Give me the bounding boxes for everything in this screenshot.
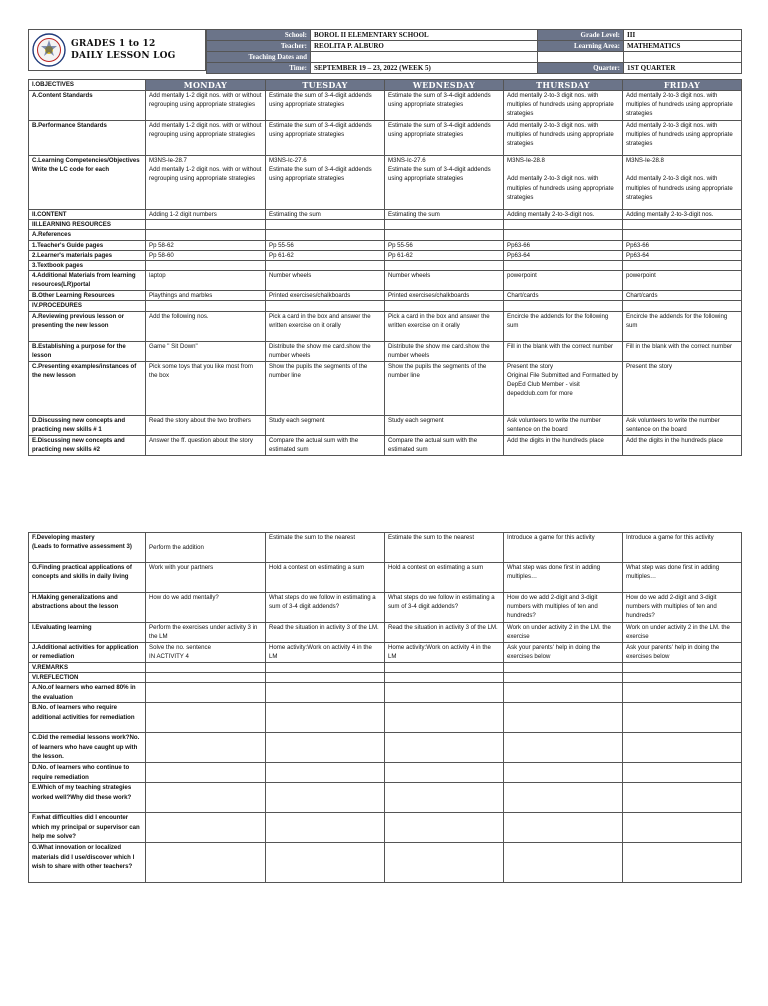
table-row bbox=[29, 271, 742, 291]
cell-monday bbox=[146, 683, 266, 703]
cell-friday: Pp63-66 bbox=[623, 240, 742, 250]
cell-monday: M3NS-Ie-28.7 Add mentally 1-2 digit nos. with or without regrouping using appropriate strategies bbox=[146, 156, 266, 210]
row-label: 1.Teacher's Guide pages bbox=[29, 240, 146, 250]
cell-friday bbox=[623, 261, 742, 271]
header bbox=[28, 29, 741, 71]
cell-wednesday: Estimate the sum to the nearest bbox=[385, 533, 504, 563]
cell-thursday: Adding mentally 2-to-3-digit nos. bbox=[504, 210, 623, 220]
cell-thursday: Add mentally 2-to-3 digit nos. with multiples of hundreds using appropriate strategies bbox=[504, 121, 623, 156]
area-label: Learning Area: bbox=[538, 41, 624, 52]
cell-thursday bbox=[504, 220, 623, 230]
cell-monday: laptop bbox=[146, 271, 266, 291]
row-label: V.REMARKS bbox=[29, 663, 146, 673]
day-header-monday: MONDAY bbox=[146, 80, 266, 91]
cell-friday: Chart/cards bbox=[623, 291, 742, 301]
cell-thursday bbox=[504, 813, 623, 843]
row-label: B.Establishing a purpose for the lesson bbox=[29, 341, 146, 361]
cell-wednesday: Number wheels bbox=[385, 271, 504, 291]
table-row bbox=[29, 623, 742, 643]
table-row bbox=[29, 813, 742, 843]
cell-tuesday: Pp 55-56 bbox=[266, 240, 385, 250]
log-title bbox=[71, 38, 176, 62]
cell-monday bbox=[146, 220, 266, 230]
cell-friday bbox=[623, 301, 742, 311]
cell-thursday: Work on under activity 2 in the LM. the exercise bbox=[504, 623, 623, 643]
table-row bbox=[29, 843, 742, 883]
cell-wednesday: Printed exercises/chalkboards bbox=[385, 291, 504, 301]
cell-thursday: What step was done first in adding multiples… bbox=[504, 563, 623, 593]
cell-tuesday: Estimating the sum bbox=[266, 210, 385, 220]
cell-wednesday bbox=[385, 220, 504, 230]
cell-friday: Add mentally 2-to-3 digit nos. with multiples of hundreds using appropriate strategies bbox=[623, 91, 742, 121]
cell-thursday bbox=[504, 683, 623, 703]
table-row bbox=[29, 220, 742, 230]
cell-monday: Answer the ff. question about the story bbox=[146, 435, 266, 455]
quarter-label: Quarter: bbox=[538, 63, 624, 74]
cell-friday: Fill in the blank with the correct number bbox=[623, 341, 742, 361]
cell-wednesday bbox=[385, 843, 504, 883]
table-row bbox=[29, 435, 742, 455]
cell-tuesday bbox=[266, 230, 385, 240]
cell-thursday: M3NS-Ie-28.8 Add mentally 2-to-3 digit nos. with multiples of hundreds using appropriate strategies bbox=[504, 156, 623, 210]
cell-monday: Perform the addition bbox=[146, 533, 266, 563]
cell-thursday bbox=[504, 663, 623, 673]
row-label: G.What innovation or localized materials did I use/discover which I wish to share with other teachers? bbox=[29, 843, 146, 883]
cell-wednesday: Read the situation in activity 3 of the LM. bbox=[385, 623, 504, 643]
cell-tuesday: Hold a contest on estimating a sum bbox=[266, 563, 385, 593]
cell-wednesday bbox=[385, 763, 504, 783]
cell-tuesday: Study each segment bbox=[266, 415, 385, 435]
cell-tuesday bbox=[266, 733, 385, 763]
row-label: III.LEARNING RESOURCES bbox=[29, 220, 146, 230]
school-label: School: bbox=[207, 30, 311, 41]
table-row bbox=[29, 783, 742, 813]
table-row bbox=[29, 563, 742, 593]
cell-tuesday: Show the pupils the segments of the number line bbox=[266, 361, 385, 415]
table-row bbox=[29, 703, 742, 733]
cell-friday: Introduce a game for this activity bbox=[623, 533, 742, 563]
cell-thursday: Ask your parents' help in doing the exercises below bbox=[504, 643, 623, 663]
cell-monday: Game " Sit Down" bbox=[146, 341, 266, 361]
grade-value: III bbox=[624, 30, 742, 41]
cell-wednesday bbox=[385, 813, 504, 843]
cell-monday bbox=[146, 301, 266, 311]
info-table bbox=[206, 29, 742, 74]
cell-friday: Add the digits in the hundreds place bbox=[623, 435, 742, 455]
cell-wednesday bbox=[385, 301, 504, 311]
cell-monday bbox=[146, 261, 266, 271]
cell-wednesday: Study each segment bbox=[385, 415, 504, 435]
dates-label-1: Teaching Dates and bbox=[207, 52, 311, 63]
quarter-value: 1ST QUARTER bbox=[624, 63, 742, 74]
cell-friday bbox=[623, 843, 742, 883]
cell-friday: Ask volunteers to write the number sentence on the board bbox=[623, 415, 742, 435]
table-row bbox=[29, 156, 742, 210]
title-line-2: DAILY LESSON LOG bbox=[71, 51, 176, 61]
cell-friday bbox=[623, 703, 742, 733]
cell-thursday bbox=[504, 733, 623, 763]
table-row bbox=[29, 301, 742, 311]
table-row bbox=[29, 415, 742, 435]
cell-monday bbox=[146, 663, 266, 673]
cell-thursday: Pp63-64 bbox=[504, 250, 623, 260]
day-header-thursday: THURSDAY bbox=[504, 80, 623, 91]
cell-tuesday bbox=[266, 783, 385, 813]
area-value: MATHEMATICS bbox=[624, 41, 742, 52]
lesson-table-top bbox=[28, 79, 742, 456]
cell-thursday: Introduce a game for this activity bbox=[504, 533, 623, 563]
table-row bbox=[29, 240, 742, 250]
cell-monday: Adding 1-2 digit numbers bbox=[146, 210, 266, 220]
cell-tuesday: What steps do we follow in estimating a sum of 3-4 digit addends? bbox=[266, 593, 385, 623]
cell-monday bbox=[146, 813, 266, 843]
cell-tuesday: M3NS-Ic-27.6 Estimate the sum of 3-4-digit addends using appropriate strategies bbox=[266, 156, 385, 210]
row-label: H.Making generalizations and abstractions about the lesson bbox=[29, 593, 146, 623]
cell-tuesday: Pp 61-62 bbox=[266, 250, 385, 260]
table-row bbox=[29, 230, 742, 240]
cell-friday bbox=[623, 230, 742, 240]
cell-friday: How do we add 2-digit and 3-digit numbers with multiples of ten and hundreds? bbox=[623, 593, 742, 623]
table-row bbox=[29, 533, 742, 563]
row-label: A.Reviewing previous lesson or presenting the new lesson bbox=[29, 311, 146, 341]
cell-thursday: Add the digits in the hundreds place bbox=[504, 435, 623, 455]
cell-thursday bbox=[504, 763, 623, 783]
cell-thursday: Ask volunteers to write the number sentence on the board bbox=[504, 415, 623, 435]
title-line-1: GRADES 1 to 12 bbox=[71, 39, 156, 49]
lesson-table-bottom-body bbox=[29, 533, 742, 883]
row-label: J.Additional activities for application or remediation bbox=[29, 643, 146, 663]
cell-thursday bbox=[504, 703, 623, 733]
cell-friday: Work on under activity 2 in the LM. the exercise bbox=[623, 623, 742, 643]
table-row bbox=[29, 261, 742, 271]
cell-monday bbox=[146, 703, 266, 733]
row-label: E.Which of my teaching strategies worked well?Why did these work? bbox=[29, 783, 146, 813]
cell-monday: Read the story about the two brothers bbox=[146, 415, 266, 435]
cell-thursday: Chart/cards bbox=[504, 291, 623, 301]
cell-wednesday bbox=[385, 703, 504, 733]
table-row bbox=[29, 733, 742, 763]
table-row bbox=[29, 593, 742, 623]
deped-seal-icon bbox=[32, 33, 66, 67]
cell-wednesday bbox=[385, 261, 504, 271]
cell-wednesday: Show the pupils the segments of the number line bbox=[385, 361, 504, 415]
cell-wednesday: Estimating the sum bbox=[385, 210, 504, 220]
cell-tuesday bbox=[266, 763, 385, 783]
row-label: 2.Learner's materials pages bbox=[29, 250, 146, 260]
cell-friday bbox=[623, 783, 742, 813]
dates-value: SEPTEMBER 19 – 23, 2022 (WEEK 5) bbox=[311, 63, 538, 74]
table-row bbox=[29, 683, 742, 703]
cell-thursday: How do we add 2-digit and 3-digit numbers with multiples of ten and hundreds? bbox=[504, 593, 623, 623]
cell-thursday bbox=[504, 301, 623, 311]
cell-monday: Add the following nos. bbox=[146, 311, 266, 341]
cell-monday: Pp 58-62 bbox=[146, 240, 266, 250]
cell-wednesday: Estimate the sum of 3-4-digit addends using appropriate strategies bbox=[385, 91, 504, 121]
dates-spacer bbox=[311, 52, 538, 63]
cell-friday bbox=[623, 763, 742, 783]
cell-tuesday: Home activity:Work on activity 4 in the LM bbox=[266, 643, 385, 663]
cell-wednesday: What steps do we follow in estimating a sum of 3-4 digit addends? bbox=[385, 593, 504, 623]
lesson-table-bottom bbox=[28, 532, 742, 883]
row-label: A.Content Standards bbox=[29, 91, 146, 121]
table-row bbox=[29, 341, 742, 361]
row-label: I.Evaluating learning bbox=[29, 623, 146, 643]
row-label: II.CONTENT bbox=[29, 210, 146, 220]
cell-monday bbox=[146, 843, 266, 883]
row-label: IV.PROCEDURES bbox=[29, 301, 146, 311]
cell-wednesday bbox=[385, 663, 504, 673]
cell-friday bbox=[623, 663, 742, 673]
quarter-spacer-1 bbox=[538, 52, 624, 63]
row-label: C.Learning Competencies/Objectives Write the LC code for each bbox=[29, 156, 146, 210]
cell-wednesday bbox=[385, 683, 504, 703]
grade-label: Grade Level: bbox=[538, 30, 624, 41]
cell-wednesday: M3NS-Ic-27.6 Estimate the sum of 3-4-digit addends using appropriate strategies bbox=[385, 156, 504, 210]
cell-tuesday: Number wheels bbox=[266, 271, 385, 291]
cell-tuesday: Estimate the sum of 3-4-digit addends using appropriate strategies bbox=[266, 121, 385, 156]
cell-wednesday bbox=[385, 733, 504, 763]
school-value: BOROL II ELEMENTARY SCHOOL bbox=[311, 30, 538, 41]
cell-friday bbox=[623, 813, 742, 843]
row-label: B.Other Learning Resources bbox=[29, 291, 146, 301]
cell-tuesday bbox=[266, 301, 385, 311]
cell-friday: Pp63-64 bbox=[623, 250, 742, 260]
cell-friday bbox=[623, 683, 742, 703]
cell-wednesday: Pp 61-62 bbox=[385, 250, 504, 260]
row-label: D.No. of learners who continue to require remediation bbox=[29, 763, 146, 783]
cell-tuesday bbox=[266, 703, 385, 733]
table-row bbox=[29, 121, 742, 156]
cell-friday: Present the story bbox=[623, 361, 742, 415]
teacher-value: REOLITA P. ALBURO bbox=[311, 41, 538, 52]
cell-monday: Add mentally 1-2 digit nos. with or without regrouping using appropriate strategies bbox=[146, 121, 266, 156]
table-row bbox=[29, 763, 742, 783]
day-header-friday: FRIDAY bbox=[623, 80, 742, 91]
cell-tuesday bbox=[266, 683, 385, 703]
cell-wednesday bbox=[385, 783, 504, 813]
cell-monday: Work with your partners bbox=[146, 563, 266, 593]
table-row bbox=[29, 291, 742, 301]
cell-tuesday: Read the situation in activity 3 of the LM. bbox=[266, 623, 385, 643]
cell-monday bbox=[146, 733, 266, 763]
cell-thursday: Pp63-66 bbox=[504, 240, 623, 250]
cell-tuesday: Printed exercises/chalkboards bbox=[266, 291, 385, 301]
row-label: C.Presenting examples/instances of the new lesson bbox=[29, 361, 146, 415]
logo-box bbox=[28, 29, 206, 71]
row-label: A.References bbox=[29, 230, 146, 240]
cell-monday: How do we add mentally? bbox=[146, 593, 266, 623]
cell-wednesday: Compare the actual sum with the estimated sum bbox=[385, 435, 504, 455]
row-label: 3.Textbook pages bbox=[29, 261, 146, 271]
day-header-tuesday: TUESDAY bbox=[266, 80, 385, 91]
table-row bbox=[29, 80, 742, 91]
cell-tuesday: Compare the actual sum with the estimated sum bbox=[266, 435, 385, 455]
row-label: VI.REFLECTION bbox=[29, 673, 146, 683]
cell-wednesday: Estimate the sum of 3-4-digit addends using appropriate strategies bbox=[385, 121, 504, 156]
cell-wednesday bbox=[385, 230, 504, 240]
cell-wednesday: Hold a contest on estimating a sum bbox=[385, 563, 504, 593]
cell-thursday: Add mentally 2-to-3 digit nos. with multiples of hundreds using appropriate strategies bbox=[504, 91, 623, 121]
row-label: F.Developing mastery (Leads to formative assessment 3) bbox=[29, 533, 146, 563]
cell-tuesday bbox=[266, 220, 385, 230]
row-label: D.Discussing new concepts and practicing new skills # 1 bbox=[29, 415, 146, 435]
table-row bbox=[29, 91, 742, 121]
cell-friday bbox=[623, 733, 742, 763]
cell-thursday bbox=[504, 230, 623, 240]
row-label: E.Discussing new concepts and practicing new skills #2 bbox=[29, 435, 146, 455]
cell-tuesday bbox=[266, 261, 385, 271]
cell-thursday bbox=[504, 261, 623, 271]
cell-monday bbox=[146, 673, 266, 683]
quarter-spacer-2 bbox=[624, 52, 742, 63]
cell-wednesday: Home activity:Work on activity 4 in the LM bbox=[385, 643, 504, 663]
day-header-wednesday: WEDNESDAY bbox=[385, 80, 504, 91]
teacher-label: Teacher: bbox=[207, 41, 311, 52]
row-label: 4.Additional Materials from learning resources(LR)portal bbox=[29, 271, 146, 291]
cell-monday: Perform the exercises under activity 3 in the LM bbox=[146, 623, 266, 643]
cell-tuesday bbox=[266, 813, 385, 843]
row-label: B.No. of learners who require additional activities for remediation bbox=[29, 703, 146, 733]
cell-friday bbox=[623, 673, 742, 683]
row-label: I.OBJECTIVES bbox=[29, 80, 146, 91]
cell-monday: Add mentally 1-2 digit nos. with or without regrouping using appropriate strategies bbox=[146, 91, 266, 121]
row-label: B.Performance Standards bbox=[29, 121, 146, 156]
lesson-table-top-body bbox=[29, 80, 742, 456]
cell-tuesday: Estimate the sum of 3-4-digit addends using appropriate strategies bbox=[266, 91, 385, 121]
cell-monday: Pp 58-60 bbox=[146, 250, 266, 260]
cell-wednesday: Distribute the show me card.show the number wheels bbox=[385, 341, 504, 361]
cell-friday: Adding mentally 2-to-3-digit nos. bbox=[623, 210, 742, 220]
cell-thursday bbox=[504, 843, 623, 883]
dates-label-2: Time: bbox=[207, 63, 311, 74]
cell-friday bbox=[623, 220, 742, 230]
cell-friday: powerpoint bbox=[623, 271, 742, 291]
cell-monday: Solve the no. sentence IN ACTIVITY 4 bbox=[146, 643, 266, 663]
cell-thursday: Encircle the addends for the following sum bbox=[504, 311, 623, 341]
table-row bbox=[29, 210, 742, 220]
table-row bbox=[29, 361, 742, 415]
row-label: F.what difficulties did I encounter which my principal or supervisor can help me solve? bbox=[29, 813, 146, 843]
row-label: C.Did the remedial lessons work?No. of learners who have caught up with the lesson. bbox=[29, 733, 146, 763]
row-label: G.Finding practical applications of concepts and skills in daily living bbox=[29, 563, 146, 593]
table-row bbox=[29, 311, 742, 341]
cell-friday: Encircle the addends for the following sum bbox=[623, 311, 742, 341]
cell-wednesday: Pp 55-56 bbox=[385, 240, 504, 250]
table-row bbox=[29, 673, 742, 683]
row-label: A.No.of learners who earned 80% in the evaluation bbox=[29, 683, 146, 703]
cell-friday: M3NS-Ie-28.8 Add mentally 2-to-3 digit nos. with multiples of hundreds using appropriate strategies bbox=[623, 156, 742, 210]
cell-friday: Add mentally 2-to-3 digit nos. with multiples of hundreds using appropriate strategies bbox=[623, 121, 742, 156]
cell-thursday: Present the story Original File Submitted and Formatted by DepEd Club Member - visit depedclub.com for more bbox=[504, 361, 623, 415]
cell-thursday: powerpoint bbox=[504, 271, 623, 291]
cell-tuesday bbox=[266, 663, 385, 673]
cell-tuesday bbox=[266, 673, 385, 683]
cell-thursday: Fill in the blank with the correct number bbox=[504, 341, 623, 361]
cell-wednesday bbox=[385, 673, 504, 683]
cell-friday: Ask your parents' help in doing the exercises below bbox=[623, 643, 742, 663]
cell-monday: Pick some toys that you like most from the box bbox=[146, 361, 266, 415]
cell-monday bbox=[146, 230, 266, 240]
cell-monday bbox=[146, 783, 266, 813]
cell-monday bbox=[146, 763, 266, 783]
cell-tuesday: Pick a card in the box and answer the written exercise on it orally bbox=[266, 311, 385, 341]
table-row bbox=[29, 643, 742, 663]
table-row bbox=[29, 663, 742, 673]
cell-tuesday: Estimate the sum to the nearest bbox=[266, 533, 385, 563]
cell-thursday bbox=[504, 783, 623, 813]
cell-wednesday: Pick a card in the box and answer the written exercise on it orally bbox=[385, 311, 504, 341]
cell-monday: Playthings and marbles bbox=[146, 291, 266, 301]
table-row bbox=[29, 250, 742, 260]
cell-tuesday: Distribute the show me card.show the number wheels bbox=[266, 341, 385, 361]
cell-thursday bbox=[504, 673, 623, 683]
cell-friday: What step was done first in adding multiples… bbox=[623, 563, 742, 593]
cell-tuesday bbox=[266, 843, 385, 883]
